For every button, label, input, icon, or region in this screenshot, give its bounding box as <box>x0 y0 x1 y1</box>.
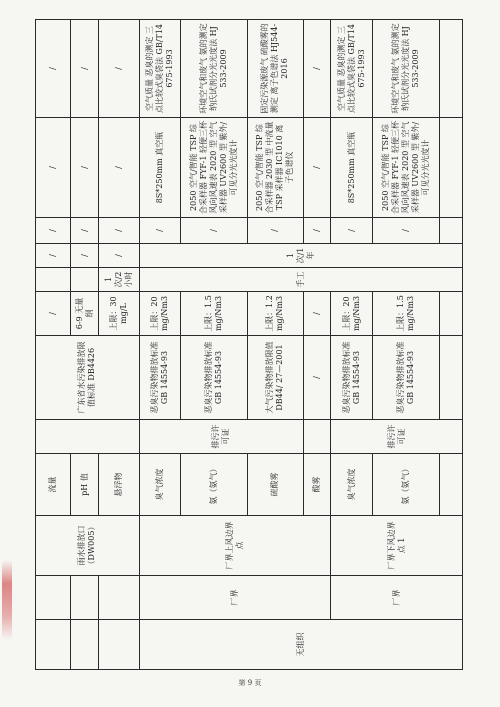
cell: / <box>331 218 373 244</box>
method-ammonia: 环境空气和废气 氨的测定 纳氏试剂分光光度法 HJ 533-2009 <box>372 20 439 118</box>
limit-ss: 上限：30mg/L <box>99 292 139 336</box>
method-ammonia: 环境空气和废气 氨的测定 纳氏试剂分光光度法 HJ 533-2009 <box>181 20 248 118</box>
cell <box>70 576 99 620</box>
factor-odor: 臭气浓度 <box>139 454 181 516</box>
red-seal-edge <box>2 560 12 640</box>
cell: / <box>181 218 248 244</box>
manual-method: 手工 <box>139 268 462 292</box>
factor-sulfuric: 硫酸雾 <box>248 454 303 516</box>
cell: / <box>36 218 71 244</box>
equipment-ammonia: 2050 空气/智能 TSP 综合采样器 FYF-1 轻便三杯风向风速表 2020 型 空气采样器 UV2600 型 紫外/可见分光光度计 <box>181 118 248 218</box>
page-number: 第 9 页 <box>238 679 262 687</box>
cell <box>99 576 139 620</box>
cell: / <box>303 218 331 244</box>
factor-acid: 酸雾 <box>303 454 331 516</box>
cell <box>303 420 331 454</box>
cell: / <box>99 20 139 118</box>
standard-odor: 恶臭污染物排放标准 GB 14554-93 <box>181 336 248 420</box>
equipment-odor: 8S*250mm 真空瓶 <box>139 118 181 218</box>
table-row <box>331 20 373 670</box>
permit-cell <box>36 420 140 454</box>
area-label: 无组织 <box>139 620 462 670</box>
factor-ammonia: 氨（氨气） <box>372 454 439 516</box>
factor-odor: 臭气浓度 <box>331 454 373 516</box>
cell: / <box>248 218 303 244</box>
limit-ammonia: 上限：1.5mg/Nm3 <box>372 292 439 336</box>
table-row <box>36 20 71 670</box>
cell: / <box>99 218 139 244</box>
cell <box>439 218 462 244</box>
equipment-sulfuric: 2050 空气/智能 TSP 综合采样器 2030 型 中流量 TSP 采样器 IC1010 离子色谱仪 <box>248 118 303 218</box>
permit: 排污许可证 <box>331 420 463 454</box>
limit-sulfuric: 上限：1.2mg/Nm3 <box>248 292 303 336</box>
cell: / <box>70 218 99 244</box>
cell: / <box>303 292 331 336</box>
cell <box>36 620 71 670</box>
cell <box>439 454 462 516</box>
standard-odor: 恶臭污染物排放标准 GB 14554-93 <box>331 336 373 420</box>
standard-odor: 恶臭污染物排放标准 GB 14554-93 <box>139 336 181 420</box>
downwind-point: 厂界下风边界点 1 <box>331 516 463 576</box>
cell: / <box>36 20 71 118</box>
method-odor: 空气质量 恶臭的测定 三点比较式臭袋法 GB/T14675-1993 <box>331 20 373 118</box>
cell <box>70 620 99 670</box>
factor-ss: 悬浮物 <box>99 454 139 516</box>
cell <box>439 336 462 420</box>
cell <box>439 20 462 118</box>
standard-air: 大气污染物排放限值 DB44/ 27—2001 <box>248 336 303 420</box>
cell: / <box>303 118 331 218</box>
limit-odor: 上限：20mg/Nm3 <box>139 292 181 336</box>
limit-ammonia: 上限：1.5mg/Nm3 <box>181 292 248 336</box>
standard-odor: 恶臭污染物排放标准 GB 14554-93 <box>372 336 439 420</box>
cell <box>439 292 462 336</box>
upwind-point: 厂界上风边界点 <box>139 516 331 576</box>
standard-water: 广东省水污染排放限值标准 DB4426 <box>36 336 140 420</box>
equipment-odor: 8S*250mm 真空瓶 <box>331 118 373 218</box>
frequency-year: 1 次/1 年 <box>139 244 462 268</box>
cell: / <box>36 118 71 218</box>
boundary-label: 厂界 <box>139 576 331 620</box>
cell: / <box>70 118 99 218</box>
cell: / <box>99 118 139 218</box>
factor-ammonia: 氨（氨气） <box>181 454 248 516</box>
method-odor: 空气质量 恶臭的测定 三点比较式臭袋法 GB/T14675-1993 <box>139 20 181 118</box>
cell: / <box>36 244 71 268</box>
cell: / <box>99 244 139 268</box>
cell: / <box>372 218 439 244</box>
frequency: 1 次/2 小时 <box>99 268 139 292</box>
cell <box>36 576 71 620</box>
cell <box>439 118 462 218</box>
cell: / <box>70 244 99 268</box>
limit-ph: 6-9 无量纲 <box>70 292 99 336</box>
cell <box>70 268 99 292</box>
method-sulfuric: 固定污染源废气 硫酸雾的测定 离子色谱法 HJ544-2016 <box>248 20 303 118</box>
cell: / <box>303 336 331 420</box>
outfall-name: 雨水排放口（DW005） <box>36 516 140 576</box>
cell: / <box>139 218 181 244</box>
limit-odor: 上限：20mg/Nm3 <box>331 292 373 336</box>
cell <box>36 268 71 292</box>
factor-ph: pH 值 <box>70 454 99 516</box>
table-row <box>139 20 181 670</box>
rotated-page <box>35 20 463 670</box>
boundary-label: 厂界 <box>331 576 463 620</box>
cell: / <box>70 20 99 118</box>
cell <box>99 620 139 670</box>
permit: 排污许可证 <box>139 420 303 454</box>
monitoring-table <box>35 19 463 670</box>
factor-flow: 流量 <box>36 454 71 516</box>
cell: / <box>303 20 331 118</box>
equipment-ammonia: 2050 空气/智能 TSP 综合采样器 FYF-1 轻便三杯风向风速表 2020 型 空气采样器 UV2600 型 紫外/可见分光光度计 <box>372 118 439 218</box>
cell: / <box>36 292 71 336</box>
